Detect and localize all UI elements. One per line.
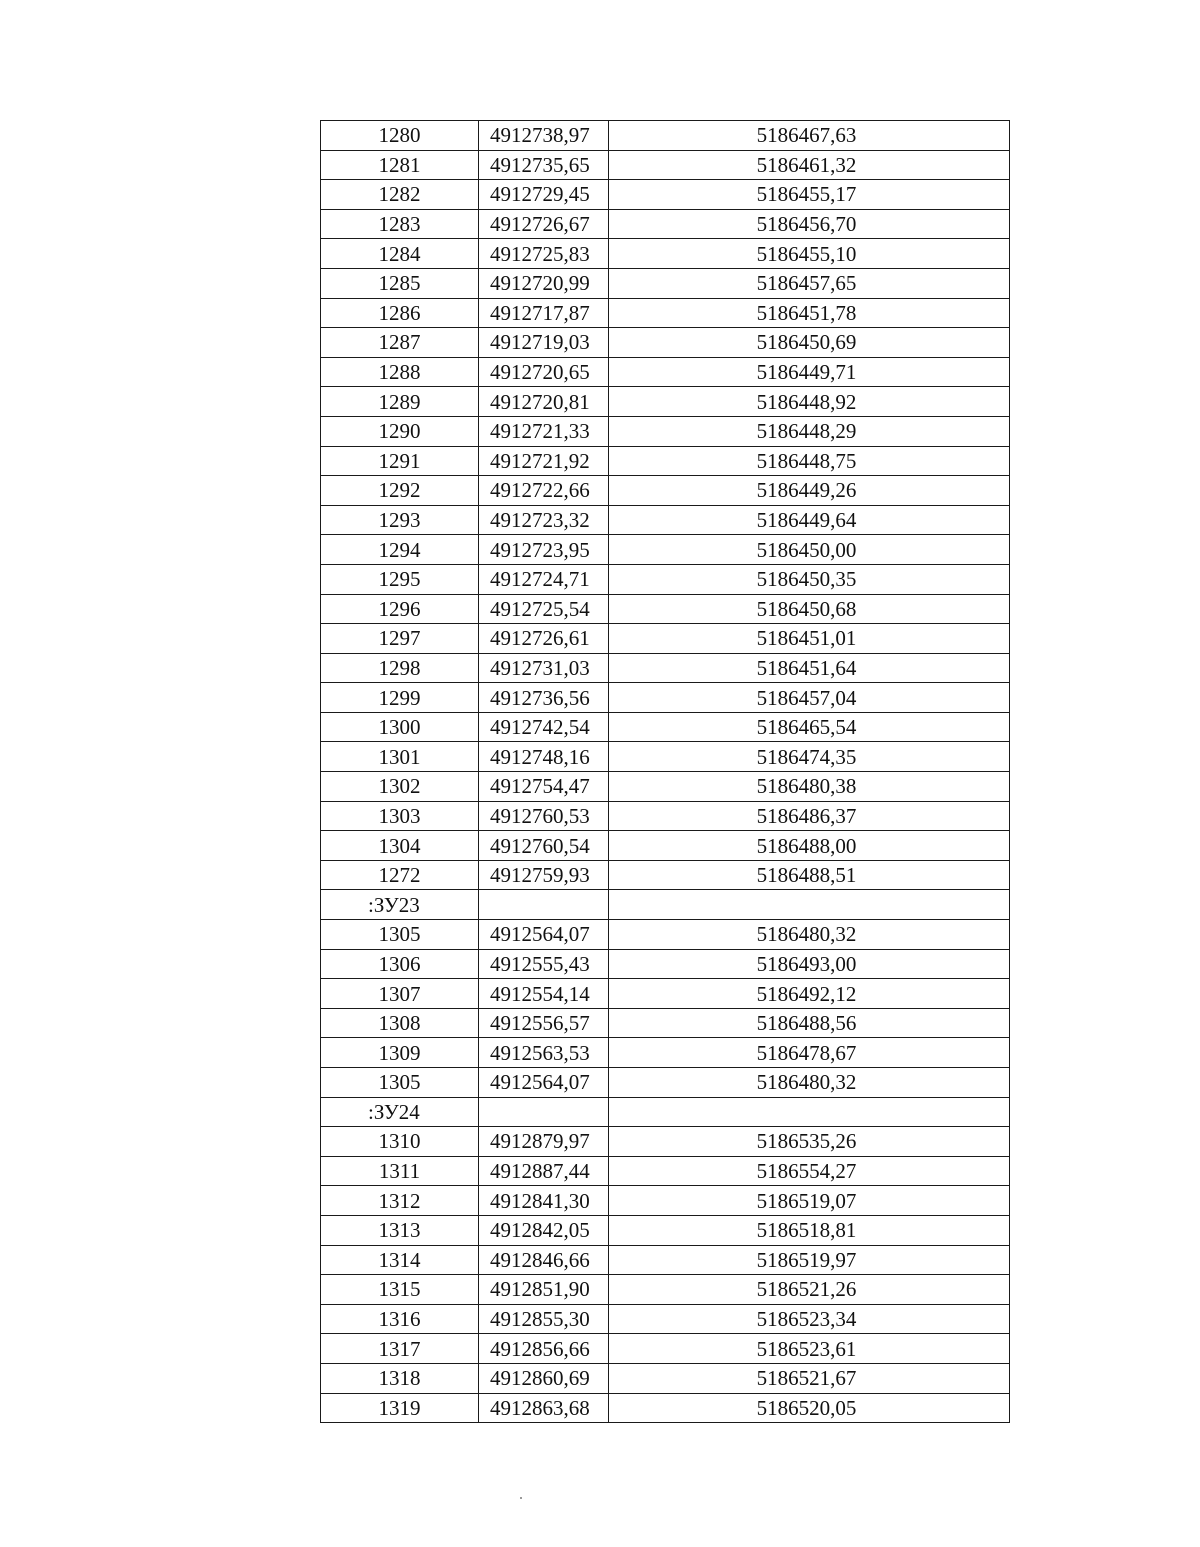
y-coordinate-cell: 5186450,69 xyxy=(609,328,1010,358)
x-coordinate-cell: 4912860,69 xyxy=(479,1363,609,1393)
y-coordinate-cell: 5186467,63 xyxy=(609,121,1010,151)
x-coordinate-cell: 4912720,99 xyxy=(479,268,609,298)
y-coordinate-cell: 5186451,78 xyxy=(609,298,1010,328)
y-coordinate-cell: 5186480,32 xyxy=(609,920,1010,950)
table-row xyxy=(321,180,1010,210)
point-number-cell: 1318 xyxy=(321,1363,479,1393)
y-coordinate-cell: 5186480,32 xyxy=(609,1068,1010,1098)
table-row xyxy=(321,387,1010,417)
x-coordinate-cell: 4912731,03 xyxy=(479,653,609,683)
scan-speck xyxy=(520,1497,522,1499)
x-coordinate-cell: 4912725,83 xyxy=(479,239,609,269)
x-coordinate-cell: 4912729,45 xyxy=(479,180,609,210)
table-row xyxy=(321,1215,1010,1245)
point-number-cell: 1285 xyxy=(321,268,479,298)
x-coordinate-cell: 4912554,14 xyxy=(479,979,609,1009)
table-row xyxy=(321,772,1010,802)
point-number-cell: 1299 xyxy=(321,683,479,713)
table-row xyxy=(321,1186,1010,1216)
x-coordinate-cell: 4912742,54 xyxy=(479,712,609,742)
x-coordinate-cell: 4912726,61 xyxy=(479,624,609,654)
point-number-cell: 1283 xyxy=(321,209,479,239)
point-number-cell: 1304 xyxy=(321,831,479,861)
y-coordinate-cell xyxy=(609,1097,1010,1127)
y-coordinate-cell: 5186461,32 xyxy=(609,150,1010,180)
table-row xyxy=(321,476,1010,506)
point-number-cell: 1286 xyxy=(321,298,479,328)
point-number-cell: 1290 xyxy=(321,416,479,446)
y-coordinate-cell: 5186450,35 xyxy=(609,564,1010,594)
table-row xyxy=(321,1127,1010,1157)
x-coordinate-cell: 4912863,68 xyxy=(479,1393,609,1423)
y-coordinate-cell: 5186523,34 xyxy=(609,1304,1010,1334)
table-row xyxy=(321,328,1010,358)
y-coordinate-cell: 5186455,10 xyxy=(609,239,1010,269)
table-row xyxy=(321,920,1010,950)
table-row xyxy=(321,1156,1010,1186)
y-coordinate-cell: 5186456,70 xyxy=(609,209,1010,239)
table-row xyxy=(321,742,1010,772)
x-coordinate-cell: 4912723,95 xyxy=(479,535,609,565)
point-number-cell: 1282 xyxy=(321,180,479,210)
table-row xyxy=(321,416,1010,446)
table-row xyxy=(321,239,1010,269)
table-row xyxy=(321,121,1010,151)
x-coordinate-cell: 4912879,97 xyxy=(479,1127,609,1157)
point-number-cell: 1284 xyxy=(321,239,479,269)
point-number-cell: 1281 xyxy=(321,150,479,180)
y-coordinate-cell: 5186486,37 xyxy=(609,801,1010,831)
y-coordinate-cell: 5186451,01 xyxy=(609,624,1010,654)
y-coordinate-cell: 5186535,26 xyxy=(609,1127,1010,1157)
table-row xyxy=(321,535,1010,565)
x-coordinate-cell: 4912720,65 xyxy=(479,357,609,387)
point-number-cell: 1300 xyxy=(321,712,479,742)
point-number-cell: 1310 xyxy=(321,1127,479,1157)
point-number-cell: 1306 xyxy=(321,949,479,979)
table-row xyxy=(321,712,1010,742)
point-number-cell: 1302 xyxy=(321,772,479,802)
table-row xyxy=(321,624,1010,654)
table-row xyxy=(321,860,1010,890)
table-row xyxy=(321,1363,1010,1393)
y-coordinate-cell: 5186519,97 xyxy=(609,1245,1010,1275)
x-coordinate-cell: 4912846,66 xyxy=(479,1245,609,1275)
table-row xyxy=(321,1008,1010,1038)
x-coordinate-cell: 4912738,97 xyxy=(479,121,609,151)
point-number-cell: 1303 xyxy=(321,801,479,831)
x-coordinate-cell: 4912725,54 xyxy=(479,594,609,624)
point-number-cell: 1308 xyxy=(321,1008,479,1038)
table-row xyxy=(321,653,1010,683)
point-number-cell: 1307 xyxy=(321,979,479,1009)
point-number-cell: 1291 xyxy=(321,446,479,476)
x-coordinate-cell: 4912564,07 xyxy=(479,920,609,950)
y-coordinate-cell: 5186480,38 xyxy=(609,772,1010,802)
point-number-cell: 1309 xyxy=(321,1038,479,1068)
y-coordinate-cell: 5186448,75 xyxy=(609,446,1010,476)
point-number-cell: 1301 xyxy=(321,742,479,772)
x-coordinate-cell: 4912842,05 xyxy=(479,1215,609,1245)
x-coordinate-cell: 4912735,65 xyxy=(479,150,609,180)
x-coordinate-cell: 4912555,43 xyxy=(479,949,609,979)
y-coordinate-cell: 5186493,00 xyxy=(609,949,1010,979)
table-row xyxy=(321,1393,1010,1423)
table-row xyxy=(321,1304,1010,1334)
point-number-cell: 1317 xyxy=(321,1334,479,1364)
table-row xyxy=(321,446,1010,476)
x-coordinate-cell: 4912760,54 xyxy=(479,831,609,861)
y-coordinate-cell: 5186474,35 xyxy=(609,742,1010,772)
table-row xyxy=(321,594,1010,624)
table-row xyxy=(321,357,1010,387)
point-number-cell: 1292 xyxy=(321,476,479,506)
point-number-cell: 1295 xyxy=(321,564,479,594)
x-coordinate-cell xyxy=(479,1097,609,1127)
x-coordinate-cell: 4912564,07 xyxy=(479,1068,609,1098)
y-coordinate-cell xyxy=(609,890,1010,920)
x-coordinate-cell: 4912748,16 xyxy=(479,742,609,772)
y-coordinate-cell: 5186455,17 xyxy=(609,180,1010,210)
table-row xyxy=(321,831,1010,861)
x-coordinate-cell: 4912563,53 xyxy=(479,1038,609,1068)
y-coordinate-cell: 5186457,65 xyxy=(609,268,1010,298)
x-coordinate-cell: 4912721,92 xyxy=(479,446,609,476)
x-coordinate-cell: 4912720,81 xyxy=(479,387,609,417)
x-coordinate-cell: 4912887,44 xyxy=(479,1156,609,1186)
point-number-cell: :ЗУ23 xyxy=(321,890,479,920)
table-row xyxy=(321,949,1010,979)
y-coordinate-cell: 5186450,00 xyxy=(609,535,1010,565)
point-number-cell: 1315 xyxy=(321,1275,479,1305)
table-row xyxy=(321,801,1010,831)
x-coordinate-cell xyxy=(479,890,609,920)
point-number-cell: 1319 xyxy=(321,1393,479,1423)
x-coordinate-cell: 4912736,56 xyxy=(479,683,609,713)
y-coordinate-cell: 5186523,61 xyxy=(609,1334,1010,1364)
y-coordinate-cell: 5186521,26 xyxy=(609,1275,1010,1305)
point-number-cell: 1305 xyxy=(321,920,479,950)
x-coordinate-cell: 4912719,03 xyxy=(479,328,609,358)
x-coordinate-cell: 4912754,47 xyxy=(479,772,609,802)
y-coordinate-cell: 5186449,64 xyxy=(609,505,1010,535)
x-coordinate-cell: 4912722,66 xyxy=(479,476,609,506)
point-number-cell: 1305 xyxy=(321,1068,479,1098)
x-coordinate-cell: 4912726,67 xyxy=(479,209,609,239)
y-coordinate-cell: 5186488,56 xyxy=(609,1008,1010,1038)
y-coordinate-cell: 5186450,68 xyxy=(609,594,1010,624)
table-row xyxy=(321,1245,1010,1275)
y-coordinate-cell: 5186451,64 xyxy=(609,653,1010,683)
x-coordinate-cell: 4912717,87 xyxy=(479,298,609,328)
point-number-cell: 1294 xyxy=(321,535,479,565)
table-row xyxy=(321,505,1010,535)
section-header-row xyxy=(321,890,1010,920)
table-row xyxy=(321,979,1010,1009)
table-row xyxy=(321,1275,1010,1305)
y-coordinate-cell: 5186488,51 xyxy=(609,860,1010,890)
x-coordinate-cell: 4912724,71 xyxy=(479,564,609,594)
y-coordinate-cell: 5186457,04 xyxy=(609,683,1010,713)
table-row xyxy=(321,1038,1010,1068)
y-coordinate-cell: 5186449,26 xyxy=(609,476,1010,506)
point-number-cell: 1314 xyxy=(321,1245,479,1275)
table-row xyxy=(321,683,1010,713)
section-header-row xyxy=(321,1097,1010,1127)
point-number-cell: 1296 xyxy=(321,594,479,624)
coordinates-table xyxy=(320,120,1010,1423)
x-coordinate-cell: 4912841,30 xyxy=(479,1186,609,1216)
x-coordinate-cell: 4912759,93 xyxy=(479,860,609,890)
point-number-cell: 1272 xyxy=(321,860,479,890)
point-number-cell: 1311 xyxy=(321,1156,479,1186)
y-coordinate-cell: 5186519,07 xyxy=(609,1186,1010,1216)
y-coordinate-cell: 5186520,05 xyxy=(609,1393,1010,1423)
point-number-cell: 1297 xyxy=(321,624,479,654)
y-coordinate-cell: 5186492,12 xyxy=(609,979,1010,1009)
table-row xyxy=(321,150,1010,180)
y-coordinate-cell: 5186488,00 xyxy=(609,831,1010,861)
y-coordinate-cell: 5186554,27 xyxy=(609,1156,1010,1186)
x-coordinate-cell: 4912760,53 xyxy=(479,801,609,831)
table-row xyxy=(321,209,1010,239)
table-row xyxy=(321,1068,1010,1098)
x-coordinate-cell: 4912721,33 xyxy=(479,416,609,446)
point-number-cell: 1316 xyxy=(321,1304,479,1334)
point-number-cell: 1287 xyxy=(321,328,479,358)
coordinates-table-body xyxy=(321,121,1010,1423)
x-coordinate-cell: 4912556,57 xyxy=(479,1008,609,1038)
point-number-cell: 1289 xyxy=(321,387,479,417)
y-coordinate-cell: 5186521,67 xyxy=(609,1363,1010,1393)
point-number-cell: 1313 xyxy=(321,1215,479,1245)
table-row xyxy=(321,298,1010,328)
x-coordinate-cell: 4912851,90 xyxy=(479,1275,609,1305)
x-coordinate-cell: 4912855,30 xyxy=(479,1304,609,1334)
table-row xyxy=(321,1334,1010,1364)
y-coordinate-cell: 5186478,67 xyxy=(609,1038,1010,1068)
y-coordinate-cell: 5186448,92 xyxy=(609,387,1010,417)
point-number-cell: 1288 xyxy=(321,357,479,387)
x-coordinate-cell: 4912856,66 xyxy=(479,1334,609,1364)
point-number-cell: 1293 xyxy=(321,505,479,535)
x-coordinate-cell: 4912723,32 xyxy=(479,505,609,535)
table-row xyxy=(321,268,1010,298)
y-coordinate-cell: 5186465,54 xyxy=(609,712,1010,742)
table-row xyxy=(321,564,1010,594)
point-number-cell: 1298 xyxy=(321,653,479,683)
point-number-cell: :ЗУ24 xyxy=(321,1097,479,1127)
point-number-cell: 1312 xyxy=(321,1186,479,1216)
y-coordinate-cell: 5186448,29 xyxy=(609,416,1010,446)
y-coordinate-cell: 5186449,71 xyxy=(609,357,1010,387)
y-coordinate-cell: 5186518,81 xyxy=(609,1215,1010,1245)
point-number-cell: 1280 xyxy=(321,121,479,151)
